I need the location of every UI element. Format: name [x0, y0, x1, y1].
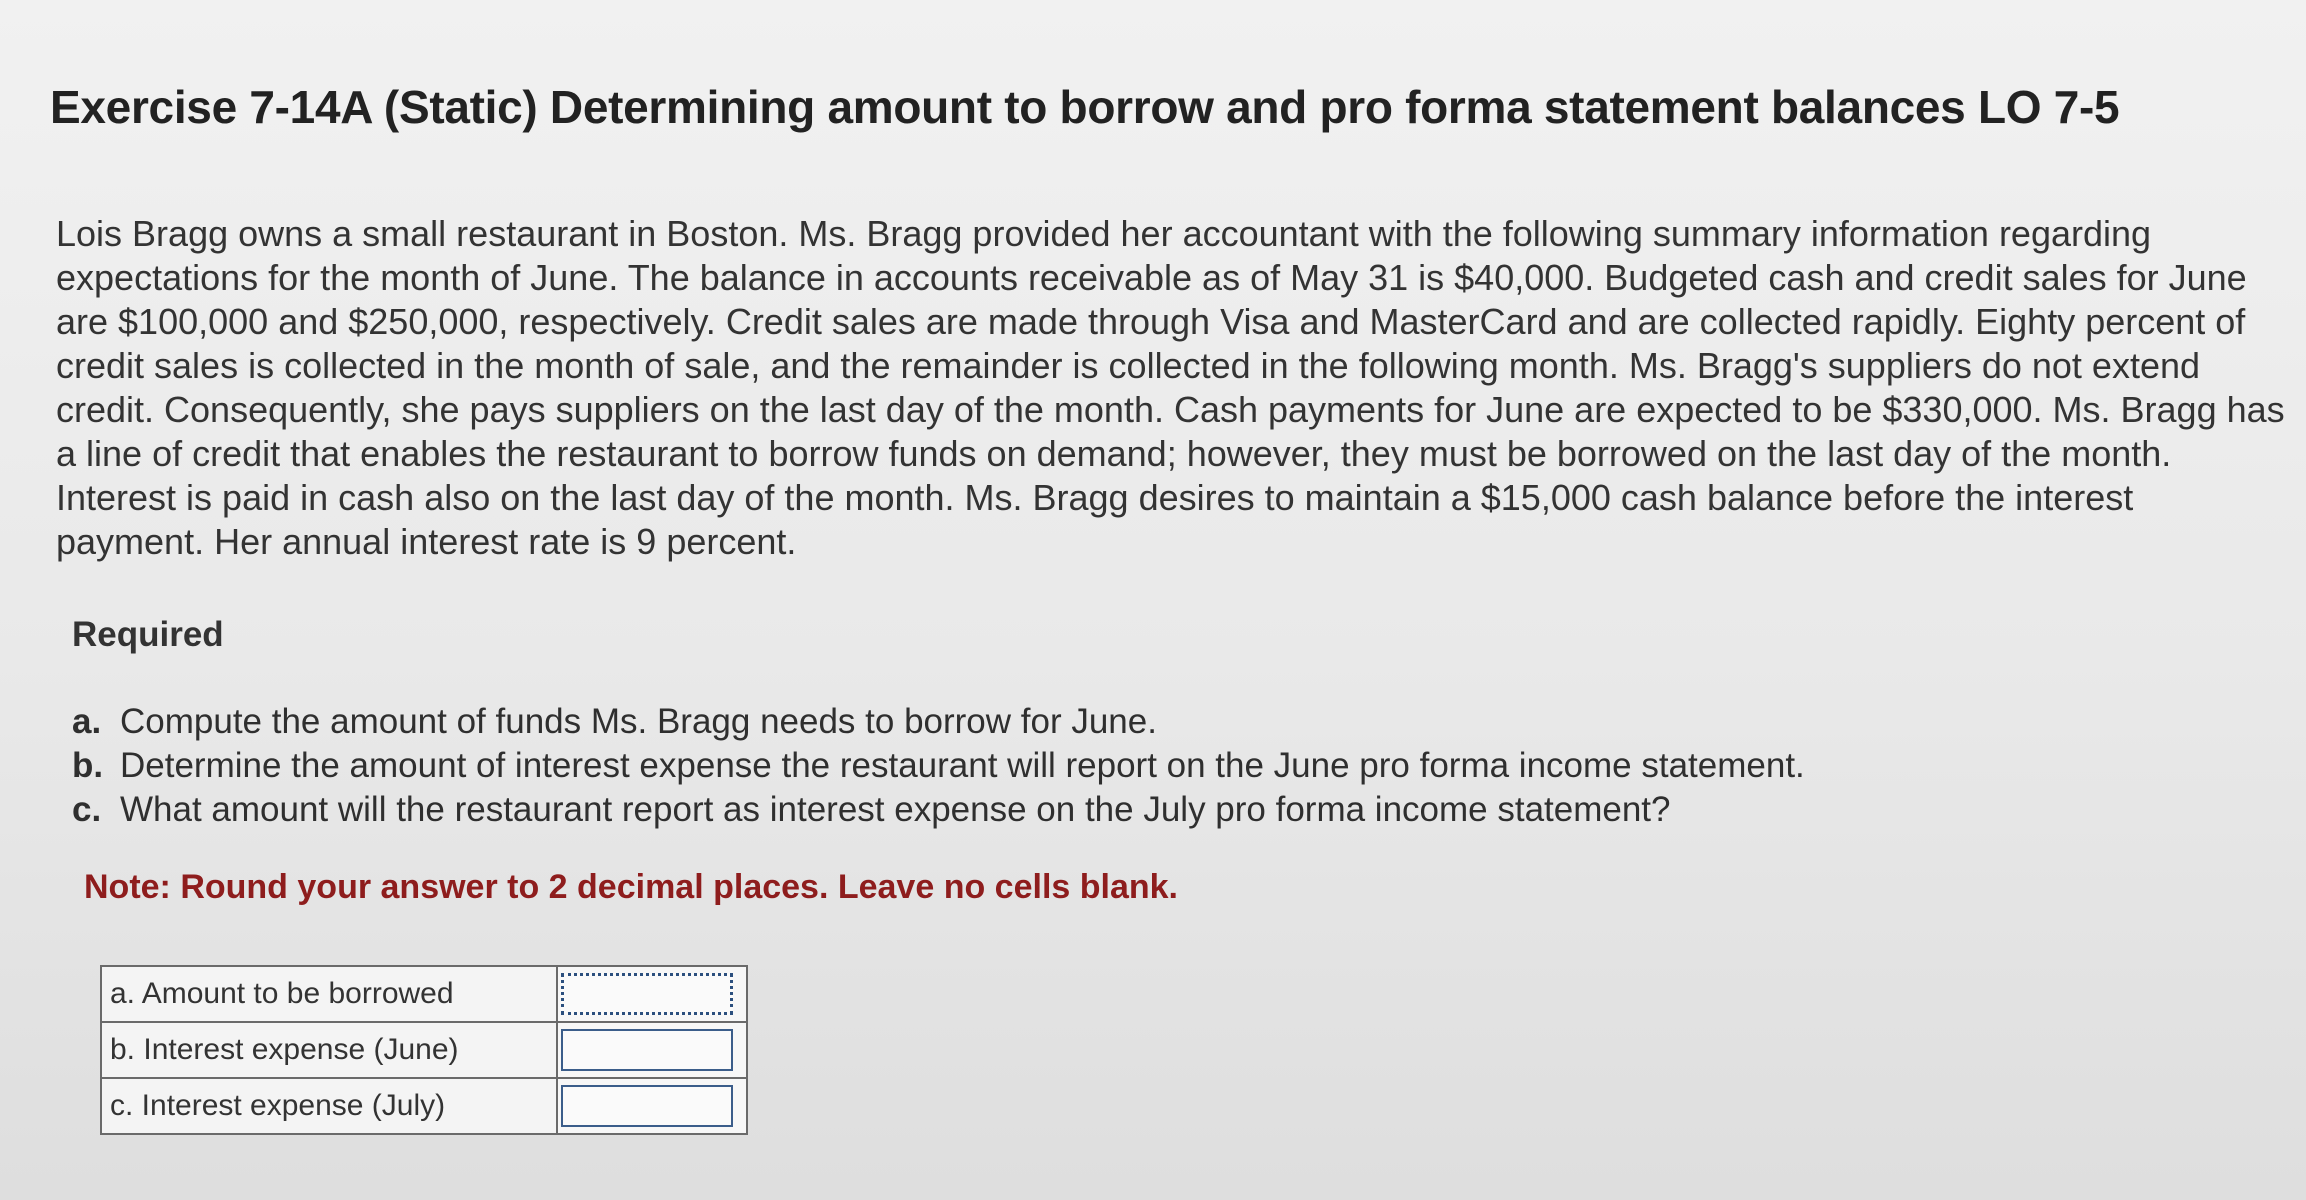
problem-description: [56, 212, 2286, 564]
answer-cell: [557, 1022, 747, 1078]
required-heading: Required: [72, 615, 224, 654]
answer-row-interest-july: [101, 1078, 747, 1134]
part-text: What amount will the restaurant report as interest expense on the July pro forma income statement?: [120, 790, 1671, 829]
exercise-title: Exercise 7-14A (Static) Determining amount to borrow and pro forma statement balances LO 7-5: [50, 81, 2120, 133]
required-part-b: [72, 744, 2172, 788]
answer-label: b. Interest expense (June): [101, 1022, 557, 1078]
part-letter: a.: [72, 702, 102, 741]
part-letter: c.: [72, 790, 102, 829]
required-part-c: [72, 788, 2172, 832]
interest-june-input[interactable]: [561, 1029, 733, 1071]
interest-july-input[interactable]: [561, 1085, 733, 1127]
part-text: Compute the amount of funds Ms. Bragg needs to borrow for June.: [120, 702, 1157, 741]
required-parts-list: [72, 700, 2172, 832]
rounding-note: Note: Round your answer to 2 decimal places. Leave no cells blank.: [84, 868, 1178, 906]
problem-paragraph: Lois Bragg owns a small restaurant in Boston. Ms. Bragg provided her accountant with the following summary information regarding expectations for the month of June. The balance in accounts receivable as of May 31 is $40,000. Budgeted cash and credit sales for June are $100,000 and $250,000, respectively. Credit sales are made through Visa and MasterCard and are collected rapidly. Eighty percent of credit sales is collected in the month of sale, and the remainder is collected in the following month. Ms. Bragg's suppliers do not extend credit. Consequently, she pays suppliers on the last day of the month. Cash payments for June are expected to be $330,000. Ms. Bragg has a line of credit that enables the restaurant to borrow funds on demand; however, they must be borrowed on the last day of the month. Interest is paid in cash also on the last day of the month. Ms. Bragg desires to maintain a $15,000 cash balance before the interest payment. Her annual interest rate is 9 percent.: [56, 213, 2285, 562]
answer-label: c. Interest expense (July): [101, 1078, 557, 1134]
amount-borrowed-input[interactable]: [561, 973, 733, 1015]
answer-row-borrowed: [101, 966, 747, 1022]
part-text: Determine the amount of interest expense the restaurant will report on the June pro forma income statement.: [120, 746, 1805, 785]
answer-table: [100, 965, 748, 1135]
answer-label: a. Amount to be borrowed: [101, 966, 557, 1022]
part-letter: b.: [72, 746, 104, 785]
required-part-a: [72, 700, 2172, 744]
answer-cell: [557, 966, 747, 1022]
answer-row-interest-june: [101, 1022, 747, 1078]
answer-cell: [557, 1078, 747, 1134]
